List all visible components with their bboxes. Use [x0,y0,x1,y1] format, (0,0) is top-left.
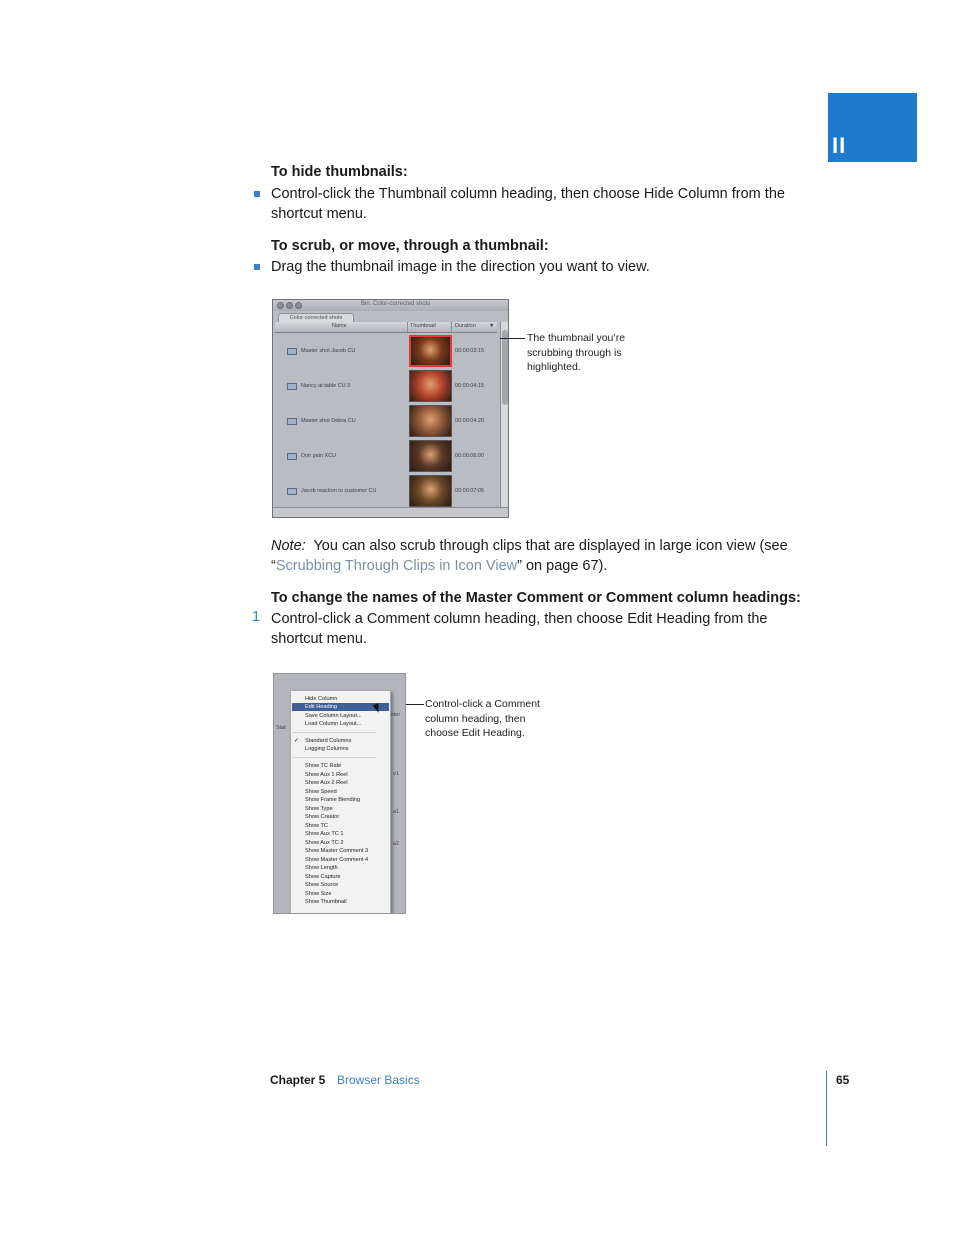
clip-duration: 00:00:07:05 [455,488,485,494]
footer-divider [826,1071,827,1146]
menu-item-show: Show Aux TC 2 [305,839,344,846]
callout-leader-line [406,704,424,705]
menu-separator [293,757,376,758]
note-paragraph [271,536,811,576]
bullet-text-line1: Control-click the Thumbnail column heading, then choose Hide Column from the [271,186,785,202]
caption-line: The thumbnail you’re [527,332,626,344]
menu-item-show: Show Aux TC 1 [305,831,344,837]
vertical-scrollbar [500,322,509,508]
menu-item-hide-column: Hide Column [305,696,338,702]
caption-line: highlighted. [527,361,581,373]
menu-separator [293,732,376,733]
menu-item-save-layout: Save Column Layout... [305,713,362,719]
window-titlebar [273,300,508,311]
bottom-scrollbar [273,507,508,517]
table-row [275,473,497,508]
bullet-text-line1: Drag the thumbnail image in the direction you want to view. [271,259,650,275]
caption-line: Control-click a Comment [425,698,540,710]
callout-leader-line [500,338,525,339]
page-number: 65 [836,1073,850,1087]
menu-item-show: Show Type [305,805,333,812]
menu-item-show: Show Aux 1 Reel [305,771,348,778]
bin-tab: Color-corrected shots [278,313,354,323]
menu-item-show: Show Length [305,865,338,871]
clip-name: Jacob reaction to customer CU [301,488,377,494]
note-text: You can also scrub through clips that are displayed in large icon view (see [313,538,788,554]
scrollbar-thumb [502,330,508,405]
menu-item-show: Show Frame Blending [305,797,361,803]
column-header-row [275,322,497,333]
clip-duration: 00:00:04:15 [455,383,485,389]
caption-line: choose Edit Heading. [425,727,525,739]
clip-name: Don pain XCU [301,453,337,459]
menu-item-load-layout: Load Column Layout... [305,721,362,727]
bullet-marker [254,191,260,197]
thumbnail-image [409,475,452,507]
window-title: Bin: Color-corrected shots [361,301,431,307]
context-menu-screenshot [273,673,406,914]
bullet-marker [254,264,260,270]
note-text: ” on page 67). [517,558,608,574]
clip-icon [287,418,297,425]
checkmark-icon: ✓ [294,738,300,744]
clip-name: Master shot Debra CU [301,418,356,424]
table-row [275,368,497,403]
menu-item-show: Show TC Rate [305,763,342,769]
close-button-icon [277,302,284,309]
clip-name: Master shot Jacob CU [301,348,356,354]
section-heading-scrub: To scrub, or move, through a thumbnail: [271,238,549,254]
clip-icon [287,453,297,460]
thumbnail-image [409,370,452,402]
table-row [275,333,497,368]
thumbnail-image [409,405,452,437]
background-label: v1 [393,771,399,777]
note-label: Note: [271,538,306,554]
part-tab [828,93,917,162]
table-row [275,438,497,473]
column-header-duration: Duration [455,323,476,329]
column-divider [407,322,408,332]
figure1-caption [527,331,625,375]
menu-item-logging-columns: Logging Columns [305,746,349,752]
menu-item-show: Show Aux 2 Reel [305,780,348,786]
background-label: ster [391,712,401,718]
column-header-thumbnail: Thumbnail [410,323,436,329]
clip-name: Nancy at table CU 3 [301,383,351,389]
section-heading-hide-thumbnails: To hide thumbnails: [271,164,408,180]
note-quote: “ [271,558,276,574]
menu-item-show: Show Size [305,890,332,897]
menu-item-show: Show Speed [305,788,337,795]
menu-item-show: Show TC [305,822,328,829]
clip-duration: 00:00:04:20 [455,418,485,424]
clip-duration: 00:00:06:00 [455,453,485,459]
thumbnail-image [409,440,452,472]
menu-item-show: Show Creator [305,814,340,820]
menu-item-show: Show Thumbnail [305,899,347,905]
column-header-name: Name [332,323,347,329]
menu-item-show: Show Source [305,882,339,888]
column-divider [451,322,452,332]
menu-item-show: Show Capture [305,873,341,880]
sort-arrow-icon: ▼ [489,323,495,329]
minimize-button-icon [286,302,293,309]
clip-duration: 00:00:03:15 [455,348,485,354]
footer-chapter-title[interactable]: Browser Basics [337,1073,420,1087]
step-text-line1: Control-click a Comment column heading, then choose Edit Heading from the [271,611,768,627]
clip-icon [287,348,297,355]
note-line2 [271,556,811,576]
step-text-line2: shortcut menu. [271,631,367,647]
bullet-text-line2: shortcut menu. [271,206,367,222]
caption-line: column heading, then [425,712,526,725]
browser-window-screenshot [272,299,509,518]
zoom-button-icon [295,302,302,309]
background-label: a2 [393,841,400,847]
section-heading-change-names: To change the names of the Master Comment or Comment column headings: [271,590,801,606]
menu-item-show: Show Master Comment 3 [305,848,369,854]
menu-item-edit-heading: Edit Heading [292,703,389,711]
background-label: a1 [393,809,400,815]
note-line1 [271,536,811,556]
footer-chapter: Chapter 5 [270,1073,326,1087]
background-label: Stat [276,725,286,731]
menu-item-show: Show Master Comment 4 [305,856,369,863]
cross-reference-link[interactable]: Scrubbing Through Clips in Icon View [275,558,518,574]
caption-line: scrubbing through is [527,346,622,359]
figure2-caption [425,697,540,741]
menu-item-standard-columns: Standard Columns [305,738,352,744]
table-row [275,403,497,438]
part-tab-label: II [832,133,847,158]
clip-icon [287,488,297,495]
thumbnail-image-selected [409,335,452,367]
step-number: 1 [252,609,261,625]
clip-icon [287,383,297,390]
shortcut-menu [290,690,391,914]
